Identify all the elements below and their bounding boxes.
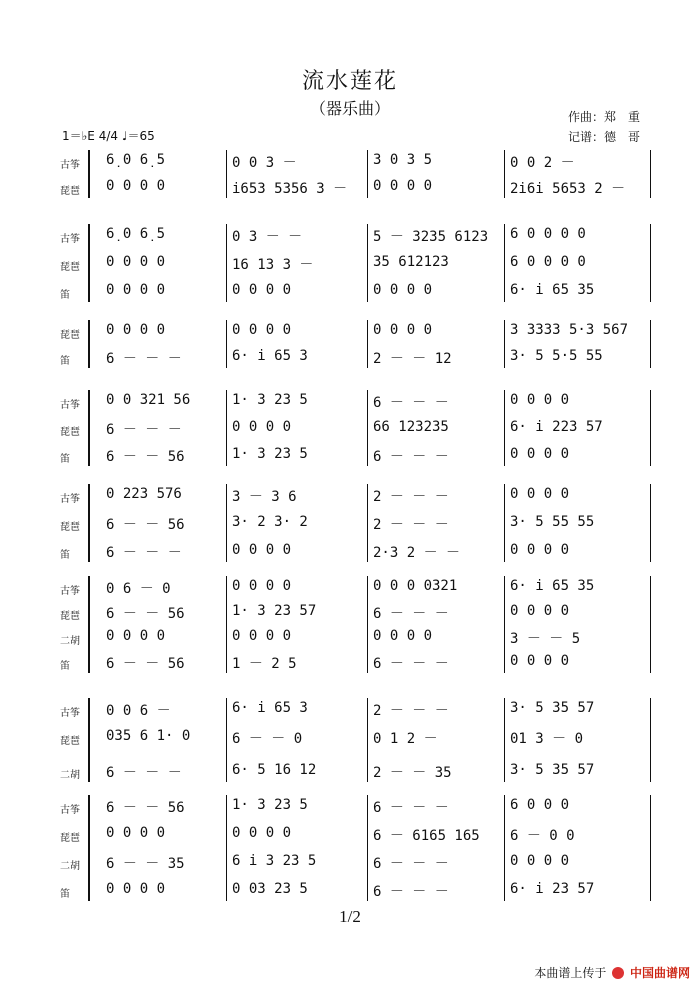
measure-notation: 6 － － － [373,395,449,411]
barline [504,150,505,198]
measure-notation: 6· 5 16 12 [232,762,317,778]
barline [650,320,651,368]
measure-notation: 1 － 2 5 [232,656,297,672]
measure-notation: 0 0 321 56 [106,392,191,408]
transcriber-credit: 记谱：德 哥 [568,130,641,144]
measure-notation: 3· 5 35 57 [510,700,595,716]
composer-credit: 作曲：郑 重 [568,110,641,124]
instrument-label: 琵琶 [60,833,80,844]
measure-notation: 1· 3 23 57 [232,603,317,619]
instrument-label: 琵琶 [60,736,80,747]
barline [650,484,651,562]
instrument-label: 笛 [60,661,70,672]
measure-notation: 0 0 0 0 [106,178,166,194]
measure-notation: 6· i 223 57 [510,419,603,435]
instrument-label: 笛 [60,356,70,367]
instrument-label: 古筝 [60,586,80,597]
measure-notation: 0 0 0 0 [106,322,166,338]
measure-notation: 2 － － － [373,703,449,719]
measure-notation: 0 0 0 0 [510,392,570,408]
measure-notation: 6 － 0 0 [510,828,575,844]
measure-notation: 0 0 0 0 [510,446,570,462]
instrument-label: 琵琶 [60,186,80,197]
measure-notation: 0 03 23 5 [232,881,308,897]
measure-notation: 0 0 0 0321 [373,578,458,594]
instrument-label: 琵琶 [60,611,80,622]
measure-notation: 0 6 － 0 [106,581,171,597]
instrument-label: 古筝 [60,805,80,816]
barline [650,390,651,466]
barline [367,795,368,901]
instrument-label: 笛 [60,290,70,301]
instrument-label: 琵琶 [60,427,80,438]
measure-notation: 6̣ 0 6̣ 5 [106,226,166,242]
measure-notation: 6· i 65 3 [232,700,308,716]
instrument-label: 古筝 [60,494,80,505]
measure-notation: 0 0 0 0 [232,825,292,841]
measure-notation: 0 223 576 [106,486,182,502]
measure-notation: 0 0 0 0 [232,419,292,435]
measure-notation: 6 － － － [106,545,182,561]
measure-notation: 6 － － 56 [106,606,185,622]
measure-notation: 6· i 23 57 [510,881,595,897]
measure-notation: 6· i 65 3 [232,348,308,364]
score-subtitle: （器乐曲） [309,99,390,118]
measure-notation: 0 0 0 0 [106,282,166,298]
measure-notation: 2 － － － [373,489,449,505]
barline [504,224,505,302]
measure-notation: 0 0 0 0 [510,486,570,502]
measure-notation: 16 13 3 － [232,257,314,273]
measure-notation: 2 － － － [373,517,449,533]
footer-site: 中国曲谱网 [629,966,690,980]
footer-credit [534,964,690,981]
site-logo-icon [612,967,624,979]
measure-notation: 6 － － 56 [106,656,185,672]
barline [650,150,651,198]
measure-notation: 3 － － 5 [510,631,581,647]
instrument-label: 二胡 [60,770,80,781]
measure-notation: 0 0 0 0 [232,322,292,338]
barline [504,698,505,782]
instrument-label: 二胡 [60,861,80,872]
tempo-marking: ♩＝65 [121,129,155,143]
instrument-label: 琵琶 [60,330,80,341]
instrument-label: 琵琶 [60,262,80,273]
measure-notation: 6· i 65 35 [510,282,595,298]
measure-notation: 6 － － － [373,449,449,465]
measure-notation: 6 － － － [373,656,449,672]
measure-notation: 035 6 1· 0 [106,728,191,744]
measure-notation: 6 － － － [106,422,182,438]
barline [226,795,227,901]
barline [226,320,227,368]
measure-notation: 3 3333 5·3 567 [510,322,629,338]
instrument-label: 笛 [60,550,70,561]
barline [504,390,505,466]
measure-notation: 2·3 2 － － [373,545,461,561]
instrument-label: 琵琶 [60,522,80,533]
barline [226,150,227,198]
measure-notation: 0 0 0 0 [510,653,570,669]
measure-notation: 3· 2 3· 2 [232,514,308,530]
measure-notation: 5 － 3235 6123 [373,229,489,245]
measure-notation: 0 0 0 0 [373,282,433,298]
barline [367,320,368,368]
instrument-label: 笛 [60,454,70,465]
instrument-label: 古筝 [60,708,80,719]
measure-notation: 01 3 － 0 [510,731,584,747]
footer-text: 本曲谱上传于 [534,966,607,980]
measure-notation: 6 － － 56 [106,449,185,465]
measure-notation: 6· i 65 35 [510,578,595,594]
barline [367,484,368,562]
measure-notation: 6 － － 56 [106,517,185,533]
measure-notation: 0 0 0 0 [106,881,166,897]
measure-notation: 6 － － 56 [106,800,185,816]
measure-notation: 0 0 0 0 [106,628,166,644]
measure-notation: 0 0 0 0 [373,322,433,338]
score-title: 流水莲花 [301,69,398,94]
measure-notation: 6 0 0 0 0 [510,254,586,270]
barline [650,698,651,782]
instrument-label: 古筝 [60,160,80,171]
measure-notation: 3· 5 35 57 [510,762,595,778]
barline [226,224,227,302]
measure-notation: 0 0 3 － [232,155,297,171]
barline [367,576,368,673]
barline [650,576,651,673]
instrument-label: 古筝 [60,400,80,411]
measure-notation: 0 0 0 0 [232,282,292,298]
barline [226,576,227,673]
barline [650,224,651,302]
barline [367,390,368,466]
barline [367,224,368,302]
measure-notation: 35 612123 [373,254,449,270]
measure-notation: 3 0 3 5 [373,152,433,168]
barline [367,698,368,782]
barline [367,150,368,198]
key-tempo-line [62,127,155,144]
measure-notation: 6 i 3 23 5 [232,853,317,869]
measure-notation: 1· 3 23 5 [232,446,308,462]
measure-notation: 0 0 0 0 [510,853,570,869]
barline [504,484,505,562]
measure-notation: 0 0 0 0 [510,603,570,619]
barline [504,320,505,368]
measure-notation: 1· 3 23 5 [232,797,308,813]
measure-notation: 6̣ 0 6̣ 5 [106,152,166,168]
measure-notation: 2 － － 12 [373,351,452,367]
measure-notation: 6 － － － [373,856,449,872]
measure-notation: 6 0 0 0 0 [510,226,586,242]
measure-notation: 2 － － 35 [373,765,452,781]
barline [226,698,227,782]
measure-notation: 66 123235 [373,419,449,435]
measure-notation: 6 － － － [373,884,449,900]
measure-notation: 6 0 0 0 [510,797,570,813]
page-number: 1/2 [339,907,361,926]
measure-notation: 0 0 0 0 [510,542,570,558]
measure-notation: 0 0 0 0 [373,628,433,644]
measure-notation: 0 3 － － [232,229,303,245]
measure-notation: 6 － － － [106,765,182,781]
measure-notation: 3 － 3 6 [232,489,297,505]
measure-notation: 0 0 0 0 [106,254,166,270]
measure-notation: 6 － － － [373,606,449,622]
measure-notation: 6 － 6165 165 [373,828,480,844]
barline [504,576,505,673]
measure-notation: 3· 5 5·5 55 [510,348,603,364]
measure-notation: 0 0 0 0 [106,825,166,841]
measure-notation: 1· 3 23 5 [232,392,308,408]
instrument-label: 笛 [60,889,70,900]
measure-notation: 2i6i 5653 2 － [510,181,626,197]
measure-notation: 6 － － － [106,351,182,367]
measure-notation: 6 － － 0 [232,731,303,747]
measure-notation: 6 － － － [373,800,449,816]
barline [226,390,227,466]
measure-notation: 0 0 2 － [510,155,575,171]
measure-notation: 0 0 0 0 [232,578,292,594]
time-signature: 4/4 [98,129,119,143]
measure-notation: 0 1 2 － [373,731,438,747]
key-signature: 1＝♭E [62,129,95,143]
measure-notation: 6 － － 35 [106,856,185,872]
measure-notation: i653 5356 3 － [232,181,348,197]
measure-notation: 0 0 0 0 [373,178,433,194]
barline [650,795,651,901]
measure-notation: 0 0 0 0 [232,542,292,558]
instrument-label: 古筝 [60,234,80,245]
measure-notation: 0 0 0 0 [232,628,292,644]
barline [226,484,227,562]
measure-notation: 3· 5 55 55 [510,514,595,530]
barline [504,795,505,901]
instrument-label: 二胡 [60,636,80,647]
measure-notation: 0 0 6 － [106,703,171,719]
